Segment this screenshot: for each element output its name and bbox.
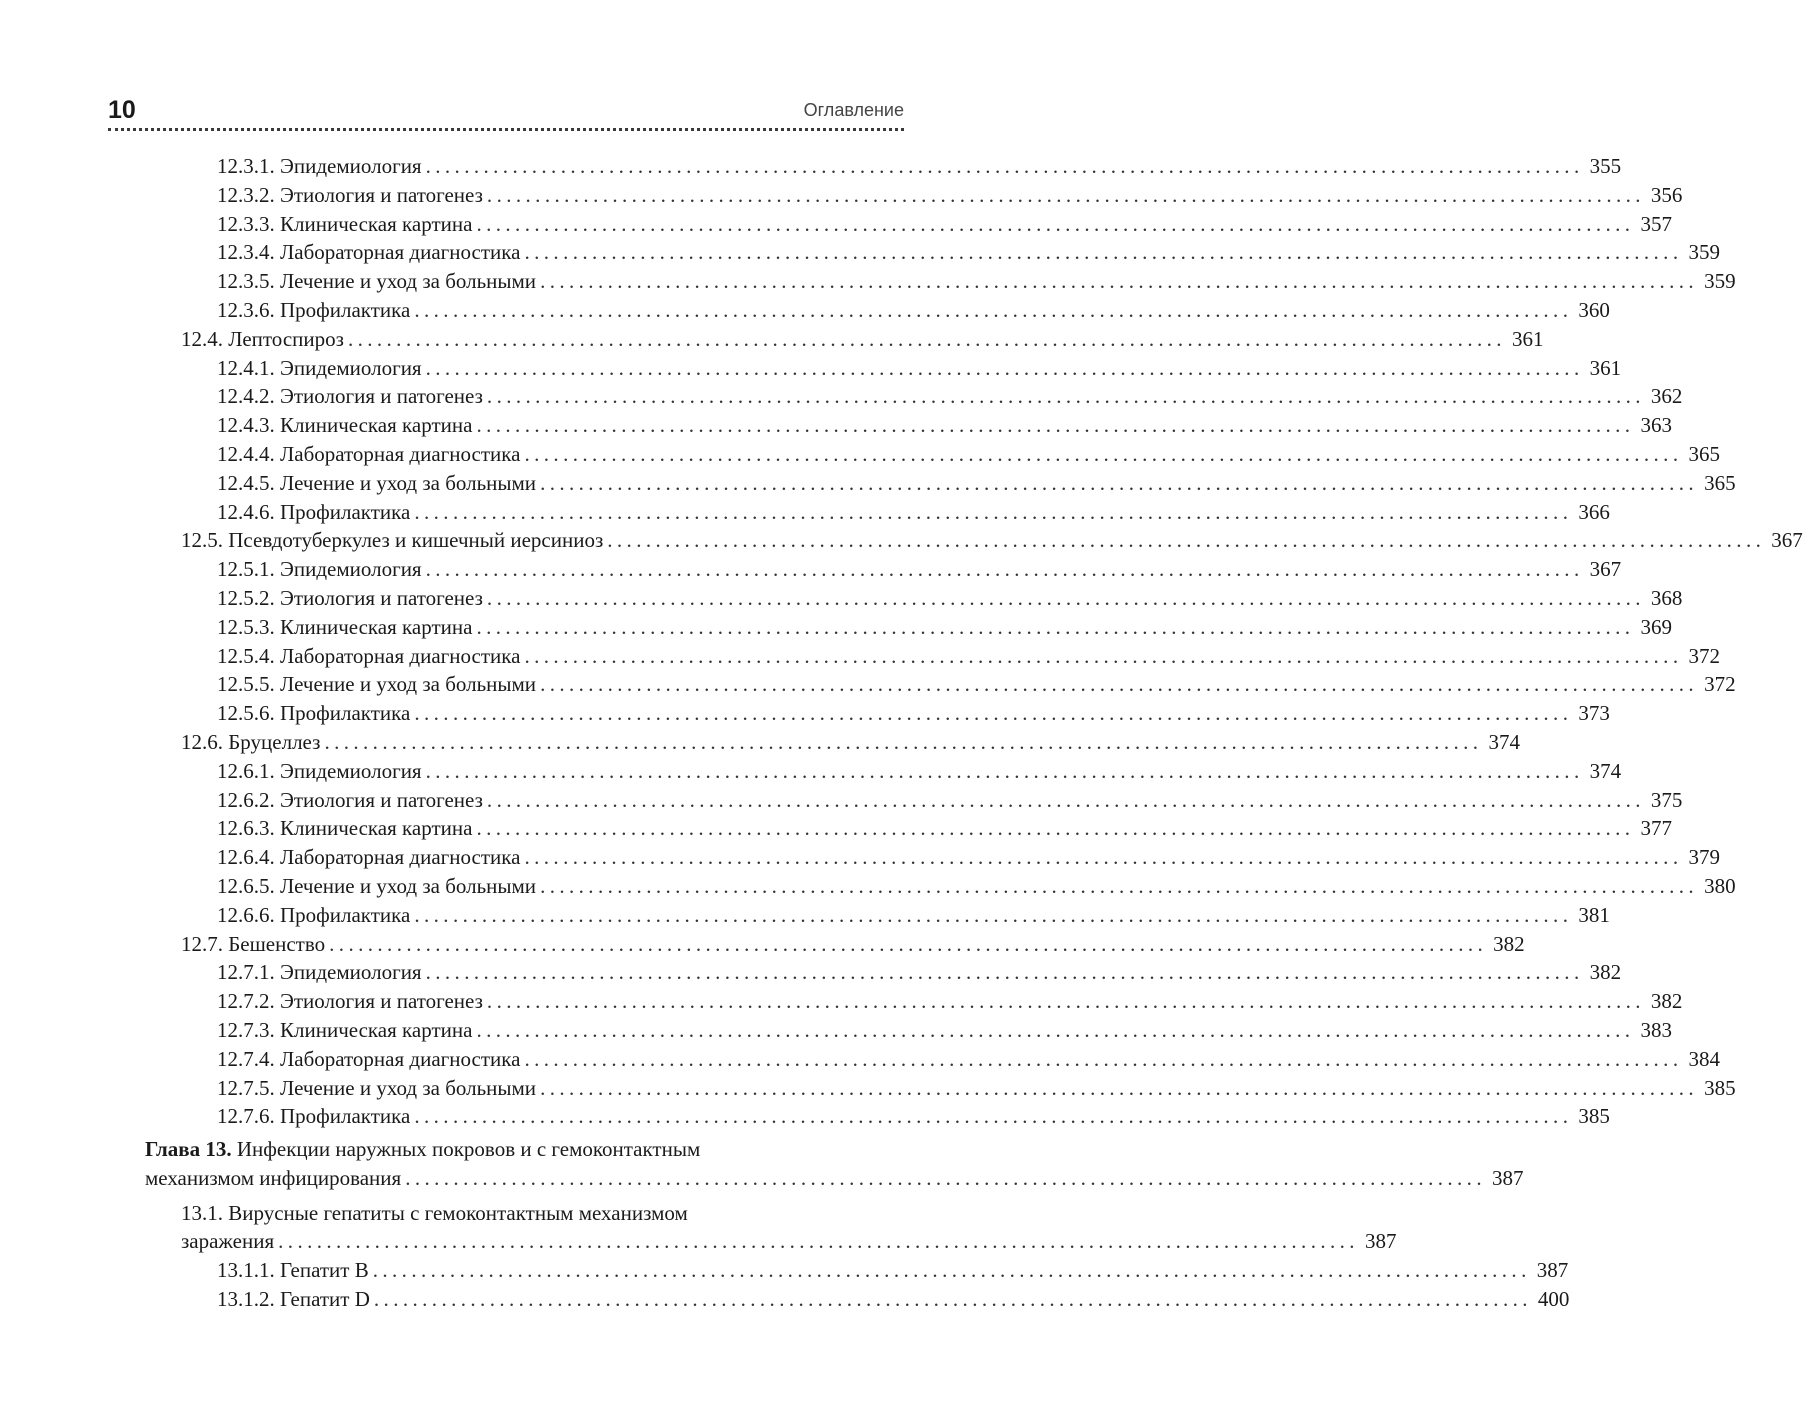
toc-page-number: 363 [1640,413,1672,438]
toc-entry-label: 12.4.1. Эпидемиология [217,355,422,380]
toc-entry[interactable] [145,469,1736,498]
toc-main-list [145,152,1803,1131]
toc-entry[interactable] [145,584,1683,613]
toc-entry[interactable] [145,325,1544,354]
toc-entry[interactable] [145,1285,1570,1314]
dot-leader: ........................................................................................................................ [373,1287,1532,1312]
dot-leader: ................................................................................................................ [278,1229,1359,1254]
toc-page-number: 373 [1578,701,1610,726]
toc-entry[interactable] [145,238,1720,267]
dot-leader: ........................................................................................................................ [414,297,1573,322]
page-number: 10 [108,96,136,124]
toc-page-number: 383 [1640,1017,1672,1042]
dot-leader: ........................................................................................................................ [425,355,1584,380]
dot-leader: ........................................................................................................................ [329,931,1488,956]
toc-entry-label: 12.4.5. Лечение и уход за больными [217,470,537,495]
toc-entry[interactable] [145,1256,1569,1285]
toc-page-number: 380 [1704,873,1736,898]
dot-leader: ........................................................................................................................ [476,413,1635,438]
toc-entry-label: 12.5.5. Лечение и уход за больными [217,672,537,697]
toc-page-number: 367 [1771,528,1803,553]
toc-page-number: 362 [1650,384,1683,409]
dot-leader: ........................................................................................................................ [347,326,1506,351]
toc-entry-label: 12.5.2. Этиология и патогенез [217,585,483,610]
dot-leader: ........................................................................................................................ [524,845,1683,870]
toc-page-number: 361 [1589,355,1622,380]
toc-entry[interactable] [145,1016,1672,1045]
toc-entry-label: 12.6.1. Эпидемиология [217,758,422,783]
toc-entry[interactable] [145,814,1672,843]
toc-entry[interactable] [145,728,1520,757]
toc-entry[interactable] [145,354,1622,383]
toc-page-number: 374 [1488,729,1520,754]
toc-page-number: 387 [1492,1165,1524,1190]
toc-entry-label: 12.6.5. Лечение и уход за больными [217,873,537,898]
toc-page-number: 361 [1511,326,1544,351]
dot-leader: ........................................................................................................................ [414,902,1573,927]
toc-entry[interactable] [145,757,1622,786]
toc-entry[interactable] [145,555,1622,584]
toc-entry[interactable] [145,152,1622,181]
toc-page-number: 369 [1640,614,1672,639]
dot-leader: ........................................................................................................................ [540,269,1699,294]
toc-entry-label: 12.6.3. Клиническая картина [217,816,473,841]
toc-page-number: 381 [1578,902,1610,927]
chapter-prefix: Глава 13. [145,1137,232,1162]
toc-entry[interactable] [145,382,1683,411]
toc-page-number: 360 [1578,297,1610,322]
toc-entry-label: 12.5.1. Эпидемиология [217,557,422,582]
toc-entry-label: 12.6. Бруцеллез [181,729,321,754]
toc-entry-label: 13.1.1. Гепатит B [217,1258,369,1283]
toc-page-number: 385 [1704,1075,1736,1100]
toc-page-number: 382 [1650,989,1683,1014]
toc-page-number: 377 [1640,816,1672,841]
toc-entry-label: 12.7. Бешенство [181,931,326,956]
toc-entry-label: 12.3.4. Лабораторная диагностика [217,240,521,265]
toc-page-number: 368 [1650,585,1683,610]
toc-page-number: 367 [1589,557,1622,582]
toc-page-number: 387 [1364,1229,1397,1254]
toc-entry-label: 12.3.6. Профилактика [217,297,411,322]
dot-leader: ........................................................................................................................ [476,1017,1635,1042]
toc-entry-label: 12.4. Лептоспироз [181,326,344,351]
toc-page-number: 356 [1650,182,1683,207]
toc-entry-label: 12.6.2. Этиология и патогенез [217,787,483,812]
toc-entry-label: 12.7.4. Лабораторная диагностика [217,1046,521,1071]
toc-entry[interactable] [145,872,1736,901]
dot-leader: ........................................................................................................................ [425,154,1584,178]
toc-page-number: 385 [1578,1104,1610,1129]
dot-leader: ........................................................................................................................ [540,470,1699,495]
toc-entry[interactable] [145,843,1720,872]
dot-leader: ........................................................................................................................ [524,240,1683,265]
toc-entry-label: 12.7.5. Лечение и уход за больными [217,1075,537,1100]
dot-leader: ........................................................................................................................ [476,211,1635,236]
running-title: Оглавление [803,100,904,120]
toc-page-number: 384 [1688,1046,1720,1071]
header-dotted-rule [108,128,904,131]
dot-leader: ........................................................................................................................ [540,873,1699,898]
toc-entry-label: 12.4.4. Лабораторная диагностика [217,441,521,466]
toc-entry[interactable] [145,786,1683,815]
dot-leader: ........................................................................................................................ [414,499,1573,524]
toc-page-number: 359 [1688,240,1720,265]
dot-leader: ........................................................................................................................ [486,787,1645,812]
toc-section-13-1[interactable] [145,1199,1397,1257]
toc-entry[interactable] [145,296,1610,325]
toc-entry[interactable] [145,181,1683,210]
dot-leader: ................................................................................................................ [405,1165,1486,1190]
toc-entry[interactable] [145,901,1610,930]
dot-leader: ........................................................................................................................ [425,557,1584,582]
dot-leader: ........................................................................................................................ [425,960,1584,985]
toc-entry[interactable] [145,267,1736,296]
dot-leader: ........................................................................................................................ [540,1075,1699,1100]
toc-entry-label: 12.3.1. Эпидемиология [217,154,422,178]
toc-entry-label: 12.7.3. Клиническая картина [217,1017,473,1042]
toc-entry[interactable] [145,411,1672,440]
dot-leader: ........................................................................................................................ [486,585,1645,610]
toc-entry[interactable] [145,930,1525,959]
dot-leader: ........................................................................................................................ [540,672,1699,697]
toc-entry[interactable] [145,958,1622,987]
toc-page-number: 372 [1688,643,1720,668]
toc-entry-label: 12.3.3. Клиническая картина [217,211,473,236]
dot-leader: ........................................................................................................................ [607,528,1766,553]
toc-entry[interactable] [145,1045,1720,1074]
toc-page-number: 372 [1704,672,1736,697]
toc-page-number: 379 [1688,845,1720,870]
toc-entry-label: 12.4.2. Этиология и патогенез [217,384,483,409]
chapter-title-line2: механизмом инфицирования [145,1165,402,1190]
toc-entry-label: 12.6.6. Профилактика [217,902,411,927]
toc-entry[interactable] [145,498,1610,527]
toc-entry-label: 12.5.6. Профилактика [217,701,411,726]
toc-page-number: 365 [1688,441,1720,466]
toc-entry[interactable] [145,1102,1610,1131]
toc-entry-label: 12.4.3. Клиническая картина [217,413,473,438]
toc-entry-label: 12.7.2. Этиология и патогенез [217,989,483,1014]
toc-tail-list [145,1256,1570,1314]
toc-entry-label: 12.5. Псевдотуберкулез и кишечный иерсиниоз [181,528,604,553]
toc-entry[interactable] [145,1074,1736,1103]
toc-page-number: 382 [1589,960,1622,985]
toc-entry-label: 12.6.4. Лабораторная диагностика [217,845,521,870]
dot-leader: ........................................................................................................................ [476,816,1635,841]
dot-leader: ........................................................................................................................ [524,441,1683,466]
section-title-line2: заражения [181,1229,275,1254]
toc-entry[interactable] [145,987,1683,1016]
toc-page-number: 366 [1578,499,1610,524]
dot-leader: ........................................................................................................................ [524,1046,1683,1071]
toc-entry-label: 12.7.6. Профилактика [217,1104,411,1129]
toc-entry-label: 12.7.1. Эпидемиология [217,960,422,985]
dot-leader: ........................................................................................................................ [524,643,1683,668]
dot-leader: ........................................................................................................................ [486,989,1645,1014]
chapter-title-line1: Инфекции наружных покровов и с гемоконтактным [236,1137,701,1162]
toc-entry[interactable] [145,670,1736,699]
toc-page-number: 374 [1589,758,1622,783]
toc-entry[interactable] [145,210,1672,239]
dot-leader: ........................................................................................................................ [476,614,1635,639]
toc-entry[interactable] [145,526,1803,555]
page-header [108,92,904,132]
section-title-line1: 13.1. Вирусные гепатиты с гемоконтактным механизмом [181,1200,688,1225]
toc-page-number: 382 [1493,931,1525,956]
toc-chapter-13[interactable] [145,1135,1524,1193]
toc-page-number: 355 [1589,154,1622,178]
toc-entry[interactable] [145,699,1610,728]
dot-leader: ........................................................................................................................ [372,1258,1531,1283]
table-of-contents [145,152,1803,1314]
toc-entry-label: 12.4.6. Профилактика [217,499,411,524]
toc-entry-label: 12.3.5. Лечение и уход за больными [217,269,537,294]
toc-page-number: 400 [1537,1287,1570,1312]
toc-page-number: 359 [1704,269,1736,294]
dot-leader: ........................................................................................................................ [425,758,1584,783]
toc-entry[interactable] [145,613,1672,642]
toc-page-number: 375 [1650,787,1683,812]
toc-entry-label: 13.1.2. Гепатит D [217,1287,370,1312]
toc-page-number: 357 [1640,211,1672,236]
dot-leader: ........................................................................................................................ [486,182,1645,207]
toc-entry[interactable] [145,642,1720,671]
toc-page-number: 365 [1704,470,1736,495]
toc-entry[interactable] [145,440,1720,469]
dot-leader: ........................................................................................................................ [414,701,1573,726]
dot-leader: ........................................................................................................................ [324,729,1483,754]
toc-entry-label: 12.5.4. Лабораторная диагностика [217,643,521,668]
toc-page-number: 387 [1536,1258,1569,1283]
dot-leader: ........................................................................................................................ [414,1104,1573,1129]
toc-entry-label: 12.5.3. Клиническая картина [217,614,473,639]
dot-leader: ........................................................................................................................ [486,384,1645,409]
toc-entry-label: 12.3.2. Этиология и патогенез [217,182,483,207]
